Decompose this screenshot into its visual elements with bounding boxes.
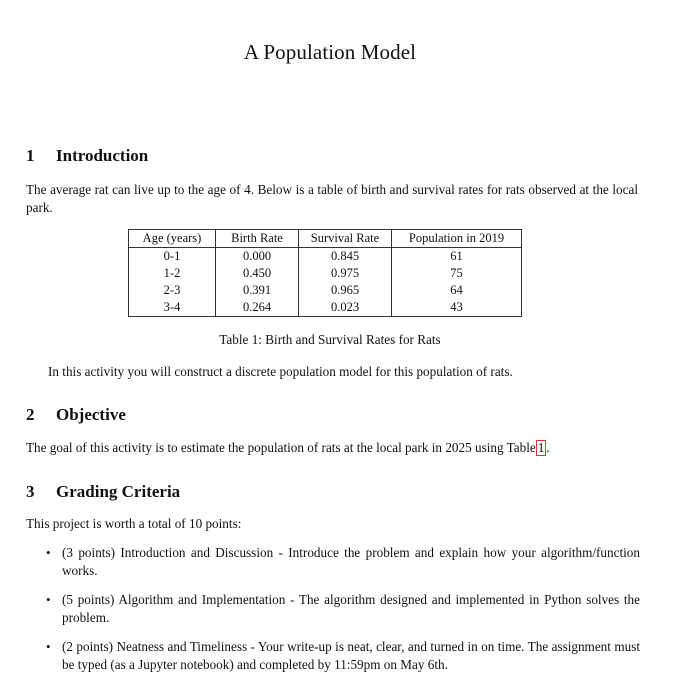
list-item	[40, 591, 640, 627]
objective-text: The goal of this activity is to estimate the population of rats at the local park in 2025 using Table	[26, 440, 536, 455]
section-heading-grading	[26, 482, 180, 502]
table-header-row	[129, 230, 522, 248]
list-item-text: (5 points) Algorithm and Implementation - The algorithm designed and implemented in Python solves the problem.	[62, 592, 640, 625]
table-cell: 64	[392, 282, 522, 299]
section-title: Introduction	[56, 146, 149, 165]
list-item-text: (3 points) Introduction and Discussion - Introduce the problem and explain how your algorithm/function works.	[62, 545, 640, 578]
section-title: Objective	[56, 405, 126, 424]
table-cell: 75	[392, 265, 522, 282]
activity-paragraph: In this activity you will construct a discrete population model for this population of rats.	[48, 364, 513, 379]
table-cell: 0.450	[216, 265, 299, 282]
table-cell: 0.264	[216, 299, 299, 317]
table-row	[129, 248, 522, 266]
section-title: Grading Criteria	[56, 482, 181, 501]
table-cell: 0-1	[129, 248, 216, 266]
table-caption: Table 1: Birth and Survival Rates for Rats	[219, 332, 441, 347]
list-item	[40, 638, 640, 674]
table-row	[129, 299, 522, 317]
table-cell: 0.965	[299, 282, 392, 299]
document-title: A Population Model	[243, 40, 417, 64]
bullet-icon: •	[46, 545, 51, 560]
table-row	[129, 265, 522, 282]
grading-intro: This project is worth a total of 10 points:	[26, 516, 242, 531]
section-number: 3	[26, 482, 35, 501]
table-cell: 61	[392, 248, 522, 266]
table-cell: 0.975	[299, 265, 392, 282]
intro-paragraph: The average rat can live up to the age of 4. Below is a table of birth and survival rates for rats observed at the local park.	[26, 182, 638, 215]
table-cell: 0.391	[216, 282, 299, 299]
section-heading-introduction	[26, 146, 148, 166]
objective-paragraph	[26, 439, 666, 457]
table-header: Population in 2019	[392, 230, 522, 248]
table-header: Age (years)	[129, 230, 216, 248]
table-cell: 1-2	[129, 265, 216, 282]
table-cell: 43	[392, 299, 522, 317]
objective-end: .	[546, 440, 550, 455]
section-number: 2	[26, 405, 35, 424]
table-row	[129, 282, 522, 299]
table-cell: 0.023	[299, 299, 392, 317]
list-item	[40, 544, 640, 580]
bullet-icon: •	[46, 592, 51, 607]
table-header: Survival Rate	[299, 230, 392, 248]
table-reference-link[interactable]: 1	[537, 440, 545, 455]
table-header: Birth Rate	[216, 230, 299, 248]
bullet-icon: •	[46, 639, 51, 654]
rates-table	[128, 229, 522, 317]
table-cell: 2-3	[129, 282, 216, 299]
section-heading-objective	[26, 405, 126, 425]
section-number: 1	[26, 146, 35, 165]
table-cell: 0.845	[299, 248, 392, 266]
grading-list	[40, 544, 640, 685]
list-item-text: (2 points) Neatness and Timeliness - Your write-up is neat, clear, and turned in on time. The assignment must be typed (as a Jupyter notebook) and completed by 11:59pm on May 6th.	[62, 639, 640, 672]
table-cell: 0.000	[216, 248, 299, 266]
table-cell: 3-4	[129, 299, 216, 317]
